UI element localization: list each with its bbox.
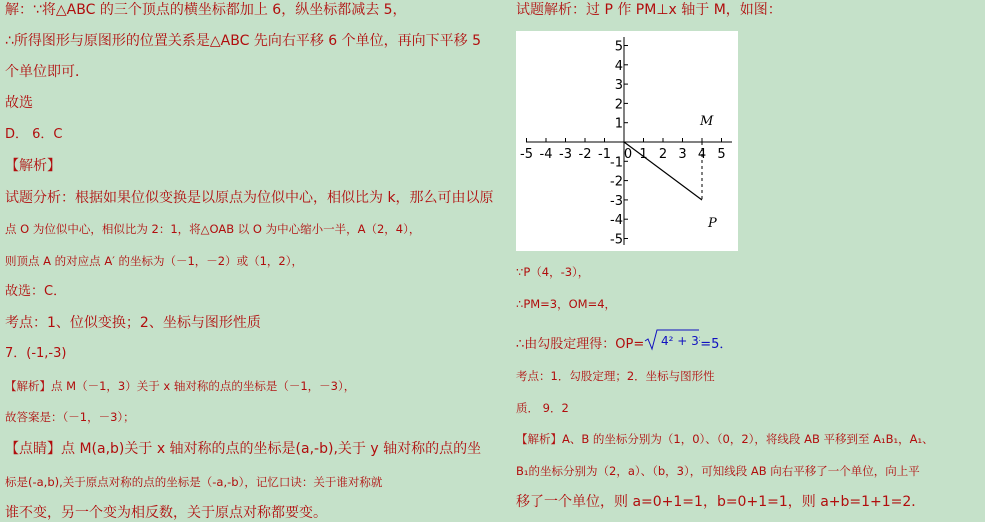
y-tick-label: -3 — [610, 193, 623, 209]
text-line: 个单位即可． — [5, 64, 89, 80]
text-line: 移了一个单位，则 a=0+1=1，b=0+1=1，则 a+b=1+1=2． — [516, 494, 926, 510]
y-tick-label: -1 — [610, 155, 623, 171]
text-line: 故答案是：（－1，－3）； — [5, 410, 135, 424]
section-heading: 【解析】 — [5, 158, 61, 174]
y-tick-label: 1 — [614, 116, 623, 132]
text-line: 试题分析：根据如果位似变换是以原点为位似中心，相似比为 k，那么可由以原 — [5, 190, 494, 206]
text-line: 谁不变，另一个变为相反数，关于原点对称都要变。 — [5, 505, 327, 521]
x-tick-label: 3 — [678, 147, 687, 162]
text-line: 点 O 为位似中心，相似比为 2：1，将△OAB 以 O 为中心缩小一半，A（2，4）， — [5, 222, 421, 236]
text-line: D． 6．C — [5, 127, 63, 142]
text-line: 试题解析：过 P 作 PM⊥x 轴于 M，如图： — [516, 2, 782, 18]
text-line: 故选：C． — [5, 284, 67, 299]
text-line: ∴PM=3，OM=4， — [516, 297, 617, 311]
text-line: 7．(-1,-3) — [5, 346, 67, 361]
pythagoras-line — [516, 328, 732, 361]
text-line: ∵P（4，-3）， — [516, 265, 590, 279]
text-line: B₁的坐标分别为（2，a）、（b，3），可知线段 AB 向右平移了一个单位，向上平 — [516, 464, 920, 478]
x-tick-label: -2 — [578, 147, 592, 162]
y-tick-label: 5 — [614, 39, 623, 55]
text-line: ∴所得图形与原图形的位置关系是△ABC 先向右平移 6 个单位，再向下平移 5 — [5, 33, 481, 49]
x-tick-label: -3 — [559, 147, 572, 162]
label-m: M — [700, 114, 714, 129]
text-line: 【点睛】点 M(a,b)关于 x 轴对称的点的坐标是(a,-b),关于 y 轴对称的点的坐 — [5, 441, 482, 457]
y-tick-label: -5 — [610, 232, 623, 248]
x-tick-label: 4 — [697, 147, 707, 162]
text-fragment: =5． — [700, 337, 733, 352]
text-line: 则顶点 A 的对应点 A′ 的坐标为（－1，－2）或（1，2）， — [5, 254, 303, 268]
y-tick-label: -4 — [610, 213, 623, 229]
text-line: 考点：1．勾股定理；2．坐标与图形性 — [516, 369, 715, 383]
text-line: 质． 9．2 — [516, 401, 569, 415]
radicand: 4² + 3² — [661, 334, 701, 348]
text-line: 标是(-a,b),关于原点对称的点的坐标是（-a,-b），记忆口诀：关于谁对称就 — [5, 475, 383, 489]
x-tick-label: 2 — [658, 147, 668, 162]
radical-sign — [644, 328, 700, 352]
coordinate-plane-svg — [516, 31, 738, 251]
text-line: 故选 — [5, 95, 33, 111]
text-line: 解：∵将△ABC 的三个顶点的横坐标都加上 6，纵坐标都减去 5， — [5, 2, 407, 18]
y-tick-label: 3 — [614, 78, 623, 94]
x-tick-label: 1 — [639, 147, 648, 162]
y-tick-label: 4 — [614, 58, 623, 74]
x-tick-label: 5 — [717, 147, 726, 162]
x-tick-label: -1 — [598, 147, 611, 162]
text-fragment: ∴由勾股定理得：OP= — [516, 337, 645, 352]
y-tick-label: -2 — [610, 174, 623, 190]
sqrt-expression — [644, 328, 700, 361]
x-tick-label: -5 — [520, 147, 533, 162]
text-line: 【解析】点 M（－1，3）关于 x 轴对称的点的坐标是（－1，－3）， — [5, 379, 356, 393]
label-p: P — [708, 216, 717, 231]
x-tick-label: 0 — [623, 147, 633, 162]
x-tick-label: -4 — [539, 147, 553, 162]
text-line: 【解析】A、B 的坐标分别为（1，0）、（0，2），将线段 AB 平移到至 A₁B₁，A₁、 — [516, 432, 934, 446]
text-line: 考点：1、位似变换；2、坐标与图形性质 — [5, 315, 261, 331]
y-tick-label: 2 — [614, 97, 623, 113]
coordinate-graph — [516, 31, 738, 251]
